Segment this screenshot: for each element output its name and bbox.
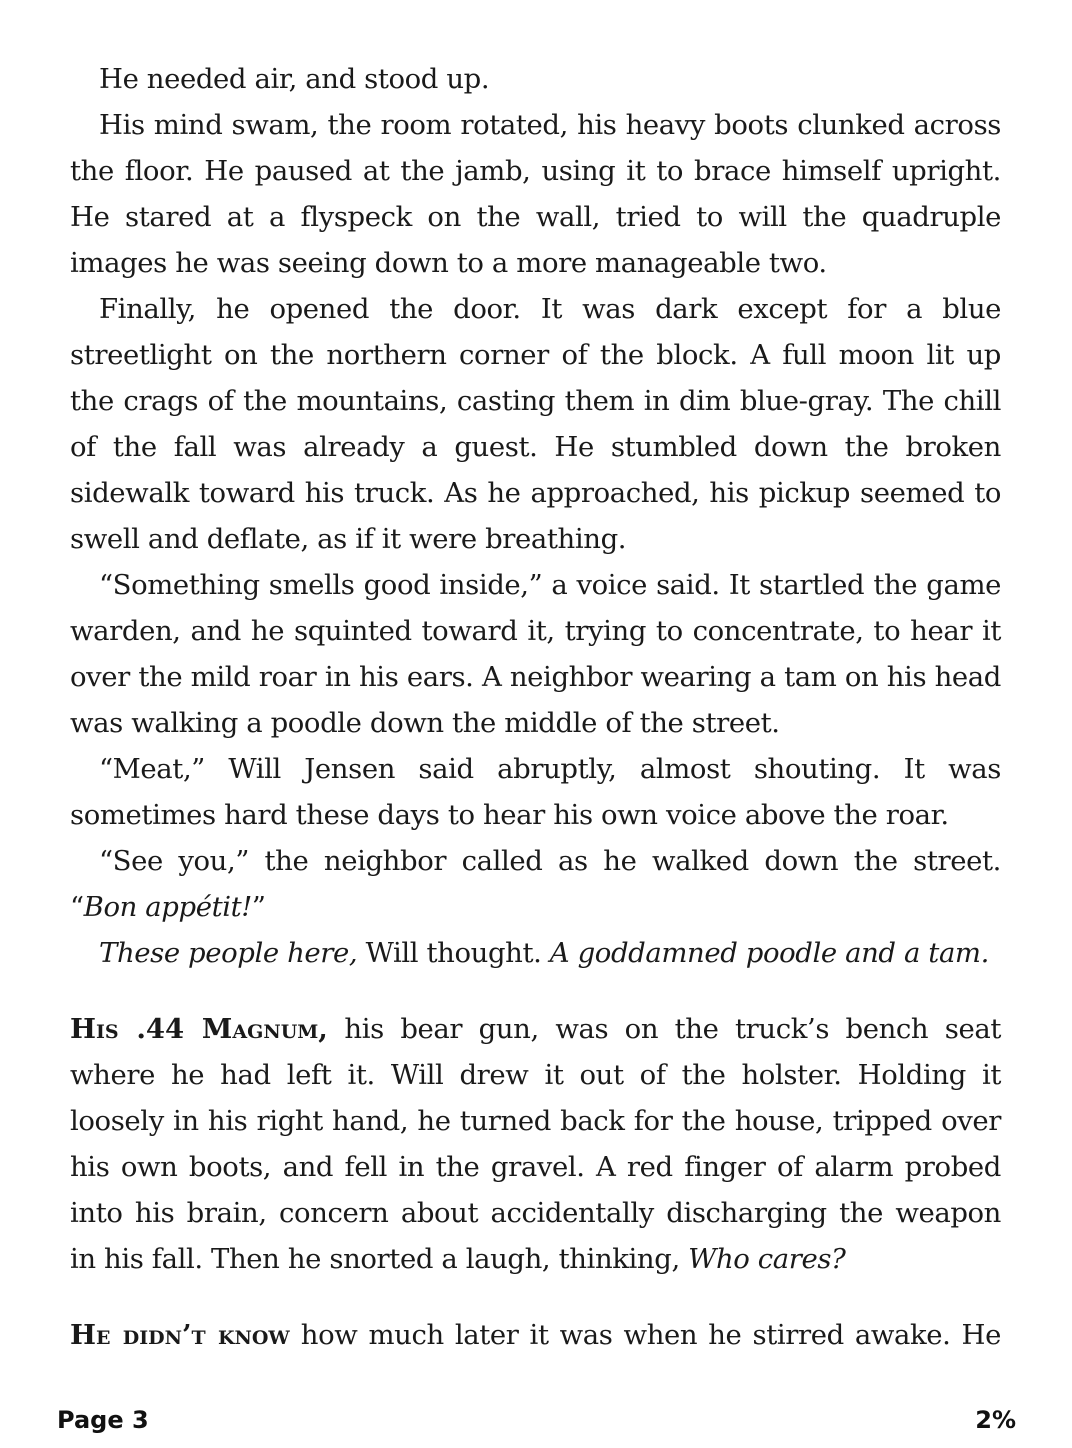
paragraph-text: “Something smells good inside,” a voice said. It startled the game warden, and he squinted toward it, trying to concentrate, to hear it over the mild roar in his ears. A neighbor wearing a tam on his head was walking a poodle down the middle of the street. [70, 569, 1001, 739]
paragraph-text: Will thought. [357, 937, 550, 969]
paragraph [70, 746, 1001, 838]
paragraph-text: His mind swam, the room rotated, his heavy boots clunked across the floor. He paused at the jamb, using it to brace himself upright. He stared at a flyspeck on the wall, tried to will the quadruple images he was seeing down to a more manageable two. [70, 109, 1001, 279]
paragraph-text-italic: Who cares? [688, 1243, 846, 1275]
paragraph [70, 286, 1001, 562]
paragraph [70, 562, 1001, 746]
paragraph [70, 56, 1001, 102]
paragraph [70, 102, 1001, 286]
section-start-paragraph [70, 1312, 1001, 1358]
reading-progress: 2% [975, 1406, 1016, 1434]
paragraph-text-italic: A goddamned poodle and a tam. [549, 937, 989, 969]
section-lead-in: His .44 Magnum, [70, 1013, 328, 1045]
paragraph-text: ” [251, 891, 266, 923]
section-lead-in: He didn’t know [70, 1319, 290, 1351]
paragraph-text: “See you,” the neighbor called as he walked down the street. “ [70, 845, 1001, 923]
paragraph-text: how much later it was when he stirred awake. He [289, 1319, 1002, 1351]
paragraph-text-italic: These people here, [99, 937, 358, 969]
paragraph-text: “Meat,” Will Jensen said abruptly, almost shouting. It was sometimes hard these days to hear his own voice above the roar. [70, 753, 1001, 831]
paragraph [70, 930, 1001, 976]
paragraph-text: his bear gun, was on the truck’s bench seat where he had left it. Will drew it out of the holster. Holding it loosely in his right hand, he turned back for the house, tripped over his own boots, and fell in the gravel. A red finger of alarm probed into his brain, concern about accidentally discharging the weapon in his fall. Then he snorted a laugh, thinking, [70, 1013, 1001, 1275]
paragraph-text: Finally, he opened the door. It was dark except for a blue streetlight on the northern corner of the block. A full moon lit up the crags of the mountains, casting them in dim blue-gray. The chill of the fall was already a guest. He stumbled down the broken sidewalk toward his truck. As he approached, his pickup seemed to swell and deflate, as if it were breathing. [70, 293, 1001, 555]
paragraph-text-italic: Bon appétit! [83, 891, 252, 923]
paragraph-text: He needed air, and stood up. [99, 63, 490, 95]
page-text [70, 56, 1001, 1358]
paragraph [70, 838, 1001, 930]
section-start-paragraph [70, 1006, 1001, 1282]
page-number: Page 3 [57, 1406, 149, 1434]
